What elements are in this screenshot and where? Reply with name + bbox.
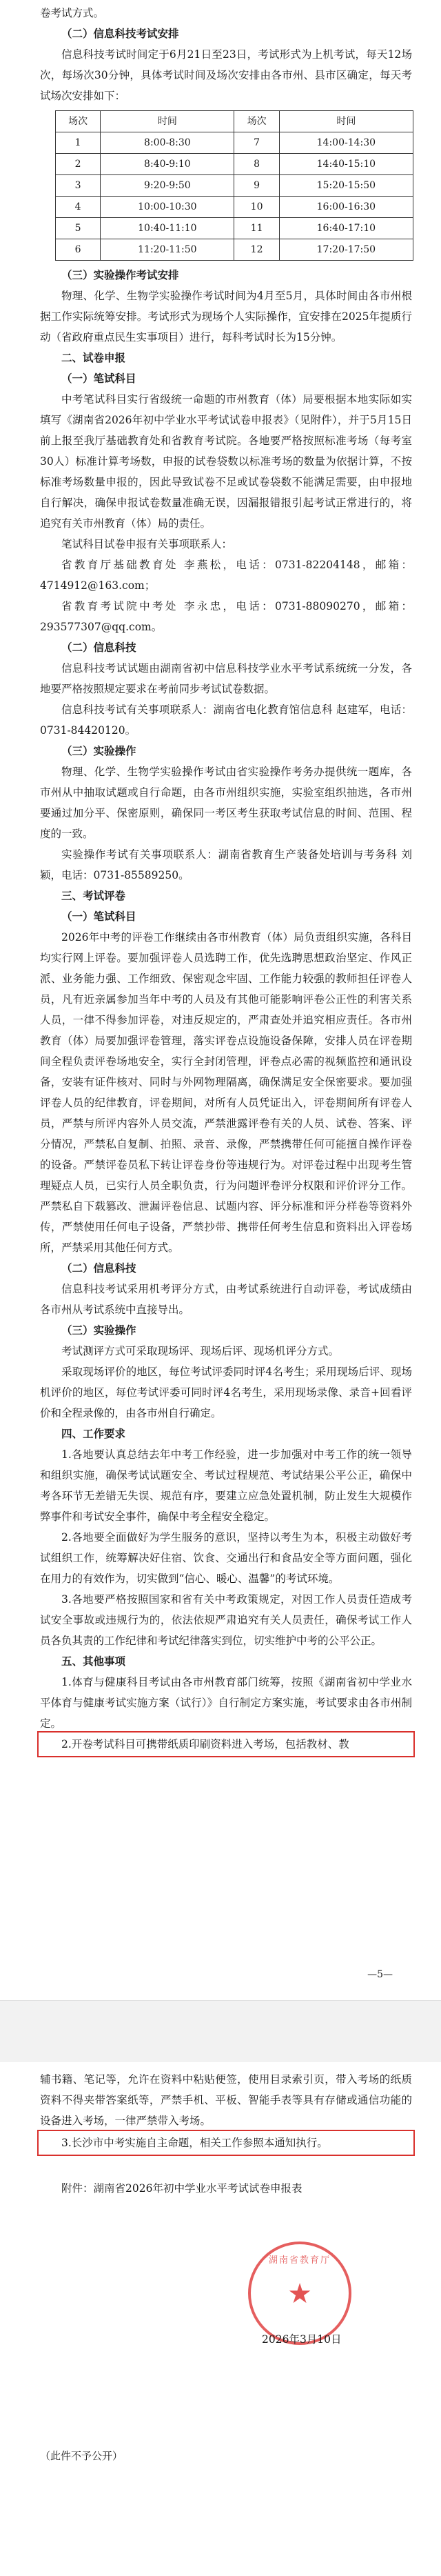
footer-note: （此件不予公开） [40, 2450, 123, 2462]
other-2-continued: 辅书籍、笔记等，允许在资料中粘贴便签，使用目录索引页，带入考场的纸质资料不得夹带答案纸等，严禁手机、平板、智能手表等具有存储或通信功能的设备进入考场，一律严禁带入考场。 [40, 2073, 412, 2127]
table-cell: 8:40-9:10 [101, 154, 234, 175]
official-seal [248, 2241, 351, 2345]
table-cell: 2 [56, 154, 101, 175]
table-cell: 17:20-17:50 [279, 239, 413, 261]
heading-grading: 三、考试评卷 [61, 890, 126, 902]
table-row [56, 197, 413, 218]
page-2-content [40, 2069, 412, 2199]
grading-it-paragraph: 信息科技考试采用机考评分方式，由考试系统进行自动评卷，考试成绩由各市州从考试系统中直接导出。 [40, 1283, 412, 1316]
table-cell: 9 [234, 175, 279, 197]
other-1: 1.体育与健康科目考试由各市州教育部门统筹，按照《湖南省初中学业水平体育与健康考试实施方案（试行）》自行制定方案实施，考试要求由各市州制定。 [40, 1676, 412, 1730]
heading-requirements: 四、工作要求 [61, 1428, 126, 1440]
section-2-paragraph: 信息科技考试时间定于6月21日至23日，考试形式为上机考试，每天12场次，每场次30分钟，具体考试时间及场次安排由各市州、县市区确定，每天考试场次安排如下： [40, 48, 412, 102]
experiment-contact: 实验操作考试有关事项联系人：湖南省教育生产装备处培训与考务科 刘颖，电话：0731-85589250。 [40, 848, 412, 881]
subheading-grading-it: （二）信息科技 [61, 1261, 136, 1275]
table-cell: 15:20-15:50 [279, 175, 413, 197]
table-cell: 8 [234, 154, 279, 175]
submission-paragraph: 中考笔试科目实行省级统一命题的市州教育（体）局要根据本地实际如实填写《湖南省2026年初中学业水平考试试卷申报表》（见附件），并于5月15日前上报至我厅基础教育处和省教育考试院。各地要严格按照标准考场（每考室30人）标准计算考场数，申报的试卷袋数以标准考场的数量为依据计算，不按标准考场数量申报的，因此导致试卷不足或试卷袋数不能满足需要，由申报地自行解决，确保申报试卷数量准确无误，因漏报错报引起考试正常进行的，将追究有关市州教育（体）局的责任。 [40, 393, 412, 530]
requirement-2: 2.各地要全面做好为学生服务的意识，坚持以考生为本，积极主动做好考试组织工作，统筹解决好住宿、饮食、交通出行和食品安全等方面问题，强化在用力的有效作为，切实做到“信心、暖心、温馨”的考试环境。 [40, 1531, 412, 1585]
contact-basic-edu: 省教育厅基础教育处 李燕松，电话：0731-82204148，邮箱：4714912@163.com； [40, 559, 412, 592]
subheading-grading-written: （一）笔试科目 [61, 910, 136, 923]
table-row [56, 132, 413, 154]
header-session: 场次 [56, 111, 101, 132]
subheading-written: （一）笔试科目 [61, 372, 136, 385]
section-3-paragraph: 物理、化学、生物学实验操作考试时间为4月至5月，具体时间由各市州根据工作实际统筹安排。考试形式为现场个人实际操作，宜安排在2025年提质行动（省政府重点民生实事项目）进行，每科考试时长为15分钟。 [40, 290, 412, 343]
header-session: 场次 [234, 111, 279, 132]
contact-exam-institute: 省教育考试院中考处 李永忠，电话：0731-88090270，邮箱：293577307@qq.com。 [40, 600, 412, 633]
seal-text: 湖南省教育厅 [268, 2255, 331, 2266]
table-row [56, 239, 413, 261]
experiment-paragraph: 物理、化学、生物学实验操作考试由省实验操作考务办提供统一题库，各市州从中抽取试题或自行命题，由各市州组织实施，实验室组织抽选，各市州要通过加分平、保密原则，确保同一考区考生获取考试信息的时间、范围、程度的一致。 [40, 766, 412, 840]
table-row [56, 218, 413, 239]
page-number: —5— [367, 1969, 393, 1980]
table-row [56, 175, 413, 197]
table-cell: 7 [234, 132, 279, 154]
table-row [56, 154, 413, 175]
table-cell: 16:40-17:10 [279, 218, 413, 239]
contact-lead: 笔试科目试卷申报有关事项联系人： [61, 538, 233, 550]
table-cell: 10:40-11:10 [101, 218, 234, 239]
it-paragraph: 信息科技考试试题由湖南省初中信息科技学业水平考试系统统一分发，各地要严格按照规定要求在考前同步考试试卷数据。 [40, 662, 412, 695]
subheading-it: （二）信息科技 [61, 641, 136, 654]
heading-other: 五、其他事项 [61, 1655, 126, 1668]
other-3-highlighted: 3.长沙市中考实施自主命题，相关工作参照本通知执行。 [40, 2133, 412, 2153]
table-cell: 10:00-10:30 [101, 197, 234, 218]
table-cell: 16:00-16:30 [279, 197, 413, 218]
seal-star-icon: ★ [287, 2278, 312, 2310]
table-cell: 11:20-11:50 [101, 239, 234, 261]
table-cell: 14:40-15:10 [279, 154, 413, 175]
table-cell: 12 [234, 239, 279, 261]
table-cell: 8:00-8:30 [101, 132, 234, 154]
grading-paragraph: 2026年中考的评卷工作继续由各市州教育（体）局负责组织实施，各科目均实行网上评卷。要加强评卷人员选聘工作，优先选聘思想政治坚定、作风正派、业务能力强、工作细致、保密观念牢固、工作能力较强的教师担任评卷人员，凡有近亲属参加当年中考的人员及有其他可能影响评卷公正性的利害关系人员，一律不得参加评卷，对违反规定的，严肃查处并追究相应责任。各市州教育（体）局要加强评卷管理，落实评卷点设施设备保障，安排人员在评卷期间全程负责评卷场地安全，实行全封闭管理，评卷点必需的视频监控和通讯设备，安装有证件核对、同时与外网物理隔离，确保满足安全保密要求。要加强评卷人员的纪律教育，评卷期间，对所有人员凭证出入，评卷期间所有评卷人员，严禁与所评内容外人员交流，严禁泄露评卷有关的人员、试卷、答案、评分情况，严禁私自复制、拍照、录音、录像，严禁携带任何可能擅自操作评卷的设备。严禁评卷员私下转让评卷身份等违规行为。对评卷过程中出现考生管理疑点人员，已实行人员全职负责，行为问题评卷评分权限和评价评分工作。严禁私自下载篡改、泄漏评卷信息、试题内容、评分标准和评分样卷等资料外传，严禁使用任何电子设备，严禁抄带、携带任何考生信息和资料出入评卷场所，严禁采用其他任何方式。 [40, 931, 412, 1254]
top-line: 卷考试方式。 [40, 7, 105, 19]
issue-date: 2026年3月10日 [262, 2333, 342, 2346]
requirement-1: 1.各地要认真总结去年中考工作经验，进一步加强对中考工作的统一领导和组织实施，确保考试试题安全、考试过程规范、考试结果公平公正，确保中考各环节无差错无失误、规范有序，要建立应急处置机制，防止发生大规模作弊事件和考试安全事件，确保中考全程安全稳定。 [40, 1448, 412, 1523]
document-page-2 [0, 2062, 441, 2576]
table-cell: 11 [234, 218, 279, 239]
header-time: 时间 [279, 111, 413, 132]
requirement-3: 3.各地要严格按照国家和省有关中考政策规定，对因工作人员责任造成考试安全事故或违规行为的，依法依规严肃追究有关人员责任，确保考试工作人员各负其责的工作纪律和考试纪律落实到位，切实维护中考的公平公正。 [40, 1593, 412, 1647]
subheading-grading-experiment: （三）实验操作 [61, 1324, 136, 1337]
schedule-table [55, 110, 413, 261]
section-3-title: （三）实验操作考试安排 [61, 268, 179, 281]
table-cell: 9:20-9:50 [101, 175, 234, 197]
table-cell: 4 [56, 197, 101, 218]
section-2-title: （二）信息科技考试安排 [61, 27, 179, 40]
grading-experiment-paragraph: 考试测评方式可采取现场评、现场后评、现场机评分方式。 [61, 1345, 340, 1357]
table-cell: 10 [234, 197, 279, 218]
attachment-line: 附件：湖南省2026年初中学业水平考试试卷申报表 [61, 2182, 302, 2195]
table-cell: 6 [56, 239, 101, 261]
other-2-highlighted: 2.开卷考试科目可携带纸质印刷资料进入考场，包括教材、教 [40, 1734, 412, 1755]
page-gap [0, 2000, 441, 2064]
table-cell: 3 [56, 175, 101, 197]
table-cell: 14:00-14:30 [279, 132, 413, 154]
header-time: 时间 [101, 111, 234, 132]
it-contact: 信息科技考试有关事项联系人：湖南省电化教育馆信息科 赵建军，电话：0731-84420120。 [40, 703, 412, 737]
grading-experiment-detail: 采取现场评价的地区，每位考试评委同时评4名考生；采用现场后评、现场机评价的地区，每位考试评委可同时评4名考生，采用现场录像、录音+回看评价和全程录像的，由各市州自行确定。 [40, 1366, 412, 1419]
table-cell: 5 [56, 218, 101, 239]
schedule-header-row [56, 111, 413, 132]
heading-submission: 二、试卷申报 [61, 352, 126, 364]
page-1-content [40, 3, 412, 1755]
table-cell: 1 [56, 132, 101, 154]
subheading-experiment: （三）实验操作 [61, 744, 136, 757]
